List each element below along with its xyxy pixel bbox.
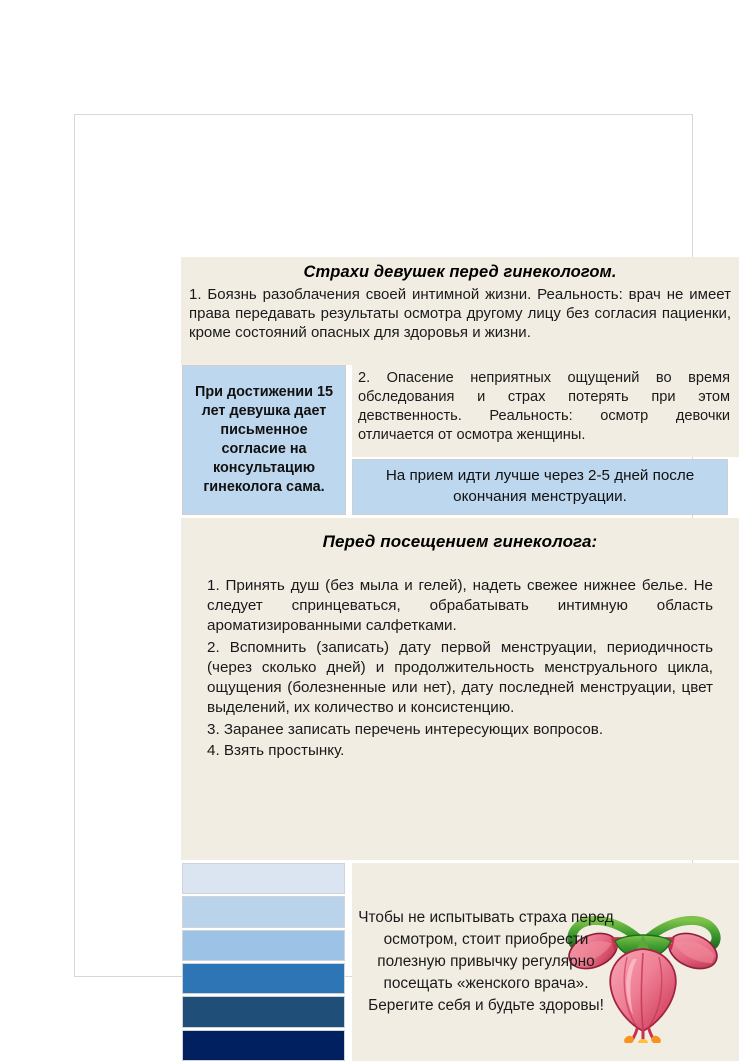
fears-section (181, 257, 739, 365)
preparation-item-4: 4. Взять простынку. (207, 741, 345, 759)
swatch-5 (182, 996, 345, 1027)
appointment-note-text: На прием идти лучше через 2-5 дней после окончания менструации. (385, 467, 695, 505)
swatch-2 (182, 896, 345, 927)
fear-item-1: 1. Боязнь разоблачения своей интимной жизни. Реальность: врач не имеет права передавать результаты осмотра другому лицу без согласия пациенки, кроме состояний опасных для здоровья и жизни. (189, 286, 731, 342)
fear-item-2-column (352, 365, 739, 515)
consent-note-box (182, 365, 346, 515)
preparation-section-title: Перед посещением гинеколога: (322, 532, 598, 551)
closing-message-box (352, 863, 739, 1061)
preparation-item-1: 1. Принять душ (без мыла и гелей), надеть свежее нижнее белье. Не следует спринцеваться, обрабатывать интимную область ароматизированными салфетками. (207, 577, 713, 635)
printed-page-frame (74, 114, 731, 1014)
closing-band (181, 863, 739, 1061)
document-content (181, 257, 739, 1061)
closing-message-text: Чтобы не испытывать страха перед осмотром, стоит приобрести полезную привычку регулярно посещать «женского врача». Берегите себя и будьте здоровы! (358, 909, 614, 1014)
swatch-6 (182, 1030, 345, 1061)
consent-note-text: При достижении 15 лет девушка дает письменное согласие на консультацию гинеколога сама. (194, 383, 334, 496)
appointment-note-box (352, 459, 728, 515)
fear-item-2-box (352, 365, 739, 457)
swatch-3 (182, 930, 345, 961)
preparation-item-2: 2. Вспомнить (записать) дату первой менструации, периодичность (через сколько дней) и продолжительность менструального цикла, ощущения (болезненные или нет), дату последней менструации, цвет выделений, их количество и консистенцию. (207, 638, 713, 717)
color-swatch-stack (182, 863, 345, 1061)
middle-band (181, 365, 739, 515)
preparation-section (181, 518, 739, 860)
fears-section-title: Страхи девушек перед гинекологом. (303, 263, 617, 281)
fear-item-2: 2. Опасение неприятных ощущений во время обследования и страх потерять при этом девственность. Реальность: осмотр девочки отличается от осмотра женщины. (358, 370, 730, 443)
swatch-1 (182, 863, 345, 894)
swatch-4 (182, 963, 345, 994)
preparation-item-3: 3. Заранее записать перечень интересующих вопросов. (207, 720, 604, 738)
